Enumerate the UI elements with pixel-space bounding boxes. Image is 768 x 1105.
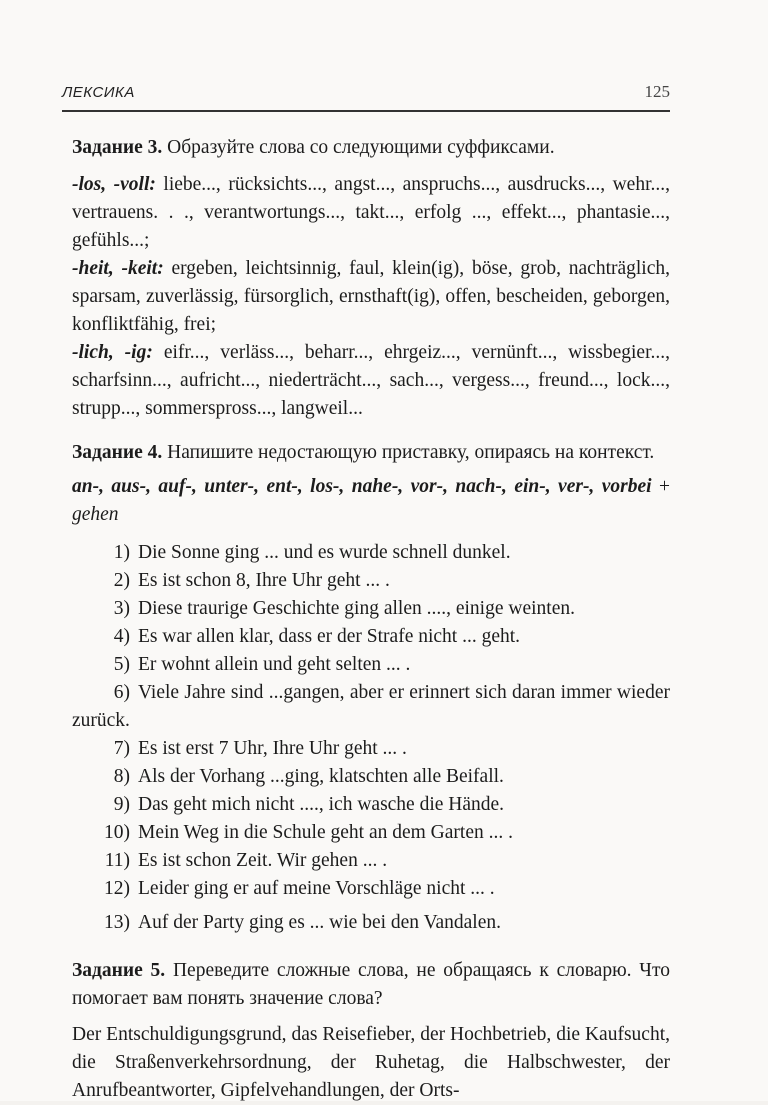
task-5-label: Задание 5.: [72, 960, 166, 981]
item-number: 4): [113, 626, 130, 647]
task-3-instruction: Образуйте слова со следующими суффиксами.: [167, 137, 555, 158]
item-number: 3): [113, 598, 130, 619]
list-item: [72, 763, 670, 791]
item-text: Diese traurige Geschichte ging allen ...., einige weinten.: [138, 598, 575, 619]
suffix-words: eifr..., verläss..., beharr..., ehrgeiz..., vernünft..., wissbegier..., scharfsinn..., aufricht..., niederträcht..., sach..., vergess..., freund..., lock..., strupp..., sommerspross..., langweil...: [72, 342, 671, 419]
plus-sign: +: [659, 476, 670, 497]
item-text: Er wohnt allein und geht selten ... .: [138, 654, 411, 675]
suffix-group-3: [72, 339, 670, 423]
list-item: [72, 791, 670, 819]
item-text: Es ist schon 8, Ihre Uhr geht ... .: [138, 570, 390, 591]
suffix-words: liebe..., rücksichts..., angst..., anspruchs..., ausdrucks..., wehr..., vertrauens. . ., verantwortungs..., takt..., erfolg ..., effekt..., phantasie..., gefühls...;: [72, 174, 670, 251]
list-item: [72, 623, 670, 651]
item-text: Es ist erst 7 Uhr, Ihre Uhr geht ... .: [138, 738, 407, 759]
item-text: Das geht mich nicht ...., ich wasche die Hände.: [138, 794, 505, 815]
task-3-label: Задание 3.: [72, 137, 163, 158]
list-item: [72, 651, 670, 679]
item-text: Leider ging er auf meine Vorschläge nicht ... .: [138, 878, 495, 899]
task-5-instruction: Переведите сложные слова, не обращаясь к словарю. Что помогает вам понять значение слова?: [72, 960, 670, 1009]
base-verb: gehen: [72, 504, 119, 525]
item-text: Die Sonne ging ... und es wurde schnell dunkel.: [138, 542, 511, 563]
task-4-instruction: Напишите недостающую приставку, опираясь на контекст.: [167, 442, 655, 463]
list-item: [72, 567, 670, 595]
spacer: [72, 937, 670, 957]
item-number: 11): [104, 850, 130, 871]
item-number: 10): [104, 822, 130, 843]
task-5-heading: [72, 957, 670, 1013]
item-number: 6): [113, 682, 130, 703]
list-item: [72, 539, 670, 567]
list-item: [72, 595, 670, 623]
suffix-label: -lich, -ig:: [72, 342, 153, 363]
section-title: ЛЕКСИКА: [62, 84, 135, 101]
list-item: [72, 875, 670, 903]
header-rule: [62, 110, 670, 112]
suffix-group-1: [72, 171, 670, 255]
item-text: Mein Weg in die Schule geht an dem Garten ... .: [138, 822, 513, 843]
item-text: Es ist schon Zeit. Wir gehen ... .: [138, 850, 388, 871]
prefix-list: [72, 473, 670, 529]
item-number: 5): [113, 654, 130, 675]
item-number: 13): [104, 912, 130, 933]
list-item: [72, 847, 670, 875]
page-number: 125: [644, 82, 670, 101]
list-item: [72, 679, 670, 735]
item-text: Es war allen klar, dass er der Strafe nicht ... geht.: [138, 626, 521, 647]
list-item: [72, 909, 670, 937]
prefixes: an-, aus-, auf-, unter-, ent-, los-, nahe-, vor-, nach-, ein-, ver-, vorbei: [72, 476, 652, 497]
item-text: Auf der Party ging es ... wie bei den Vandalen.: [138, 912, 502, 933]
item-number: 7): [113, 738, 130, 759]
page-content: [72, 134, 670, 1105]
suffix-group-2: [72, 255, 670, 339]
item-number: 8): [113, 766, 130, 787]
list-item: [72, 819, 670, 847]
item-text: Als der Vorhang ...ging, klatschten alle Beifall.: [138, 766, 504, 787]
task-5-text: Der Entschuldigungsgrund, das Reisefieber, der Hochbetrieb, die Kaufsucht, die Straßenverkehrsordnung, der Ruhetag, die Halbschwester, der Anrufbeantworter, Gipfelvehandlungen, der Orts-: [72, 1024, 670, 1101]
item-number: 1): [113, 542, 130, 563]
exercise-list: [72, 539, 670, 937]
task-3-heading: [72, 134, 670, 162]
page-header: [62, 80, 670, 114]
item-text: Viele Jahre sind ...gangen, aber er erinnert sich daran immer wieder zurück.: [72, 682, 670, 731]
item-number: 9): [113, 794, 130, 815]
task-4-heading: [72, 439, 670, 467]
suffix-label: -los, -voll:: [72, 174, 156, 195]
task-4-label: Задание 4.: [72, 442, 163, 463]
spacer: [72, 423, 670, 439]
suffix-label: -heit, -keit:: [72, 258, 164, 279]
suffix-words: ergeben, leichtsinnig, faul, klein(ig), böse, grob, nachträglich, sparsam, zuverlässig, fürsorglich, ernsthaft(ig), offen, bescheiden, geborgen, konfliktfähig, frei;: [72, 258, 670, 335]
list-item: [72, 735, 670, 763]
item-number: 12): [104, 878, 130, 899]
item-number: 2): [113, 570, 130, 591]
